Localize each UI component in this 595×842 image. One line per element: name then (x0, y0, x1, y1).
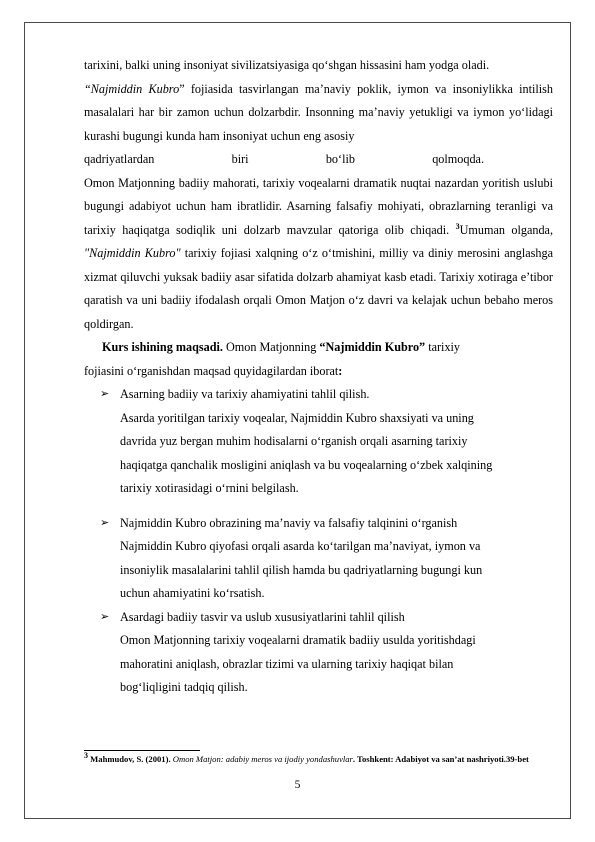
arrow-bullet-icon: ➢ (100, 388, 110, 400)
paragraph-1-line-1: tarixini, balki uning insoniyat sivilizatsiyasiga qo‘shgan hissasini ham yodga oladi. (84, 58, 490, 72)
aim-heading-text: fojiasini o‘rganishdan maqsad quyidagilardan iborat (84, 363, 339, 378)
aim-list (84, 383, 553, 700)
aim-heading-line-2 (84, 360, 553, 384)
footnote-publisher: . Toshkent: Adabiyot va san’at nashriyoti.39-bet (352, 754, 529, 764)
work-title: “Najmiddin Kubro” (319, 340, 426, 354)
footnote-title: Omon Matjon: adabiy meros va ijodiy yondashuvlar (172, 754, 353, 764)
arrow-bullet-icon: ➢ (100, 610, 110, 623)
list-item-line: tarixiy xotirasidagi o‘rnini belgilash. (120, 481, 299, 495)
list-item-line: uchun ahamiyatini ko‘rsatish. (120, 586, 265, 600)
word: bo‘lib (325, 152, 355, 166)
spacer (84, 501, 553, 512)
aim-heading-text: tarixiy (428, 340, 461, 354)
footnote-author: Mahmudov, S. (2001). (90, 754, 171, 764)
list-item-title: Najmiddin Kubro obrazining ma’naviy va falsafiy talqinini o‘rganish (120, 515, 458, 530)
paragraph-1-text: ” fojiasida tasvirlangan ma’naviy poklik, iymon va insoniylikka intilish masalalari har bir zamon uchun dolzarbdir. Insonning ma’naviy yetukligi va iymon yo‘lidagi kurashi bugungi kunda ham insoniyat uchun eng asosiy (84, 81, 553, 143)
list-item-line: Asarda yoritilgan tarixiy voqealar, Najmiddin Kubro shaxsiyati va uning (120, 410, 474, 425)
document-body (84, 54, 553, 700)
footnote (84, 751, 554, 765)
word: biri (231, 152, 249, 166)
aim-heading (84, 336, 553, 360)
work-title: “Najmiddin Kubro (84, 81, 180, 96)
aim-heading-bold: Kurs ishining maqsadi. (102, 340, 223, 354)
paragraph-2-text: Omon Matjonning badiiy mahorati, tarixiy voqealarni dramatik nuqtai nazardan yoritish uslubi bugungi adabiyot uchun ham ibratlidir. Asarning falsafiy mohiyati, obrazlarning teranligi va tarixiy haqiqatga sodiqlik uni dolzarb mavzular qatoriga olib chiqadi. (84, 175, 553, 237)
work-title: "Najmiddin Kubro" (84, 246, 181, 260)
list-item-line: Najmiddin Kubro qiyofasi orqali asarda ko‘tarilgan ma’naviyat, iymon va (120, 539, 481, 553)
list-item-title: Asarning badiiy va tarixiy ahamiyatini tahlil qilish. (120, 387, 370, 401)
footnote-ref[interactable]: 3 (455, 221, 460, 231)
list-item-title: Asardagi badiiy tasvir va uslub xususiyatlarini tahlil qilish (120, 609, 405, 624)
list-item-line: mahoratini aniqlash, obrazlar tizimi va ularning tarixiy haqiqat bilan (120, 656, 454, 671)
aim-heading-text: Omon Matjonning (225, 340, 317, 354)
list-item-line: davrida yuz bergan muhim hodisalarni o‘rganish orqali asarning tarixiy (120, 434, 468, 448)
paragraph-1-last-line (84, 148, 484, 172)
list-item-line: haqiqatga qanchalik mosligini aniqlash va bu voqealarning o‘zbek xalqining (120, 457, 493, 472)
list-item-line: insoniylik masalalarini tahlil qilish hamda bu qadriyatlarning bugungi kun (120, 562, 483, 577)
word: qolmoqda. (432, 152, 484, 166)
list-item-line: Omon Matjonning tarixiy voqealarni dramatik badiiy usulda yoritishdagi (120, 633, 476, 647)
list-item (84, 383, 553, 501)
paragraph-1 (84, 54, 553, 148)
arrow-bullet-icon: ➢ (100, 516, 110, 529)
aim-heading-colon: : (338, 363, 343, 378)
paragraph-2 (84, 172, 553, 337)
paragraph-2-text: tarixiy fojiasi xalqning o‘z o‘tmishini, milliy va diniy merosini anglashga xizmat qiluvchi yuksak badiiy asar sifatida dolzarb ahamiyat kasb etadi. Tarixiy xotiraga e’tibor qaratish va uni badiiy ifodalash orqali Omon Matjon o‘z davri va kelajak uchun bebaho meros qoldirgan. (84, 246, 553, 331)
paragraph-2-text: Umuman olganda, (459, 222, 554, 237)
list-item (84, 606, 553, 700)
list-item (84, 512, 553, 606)
page-number: 5 (294, 779, 301, 791)
list-item-line: bog‘liqligini tadqiq qilish. (120, 680, 248, 694)
word: qadriyatlardan (84, 152, 155, 166)
footnote-divider (84, 750, 200, 751)
footnote-number: 3 (84, 751, 88, 761)
